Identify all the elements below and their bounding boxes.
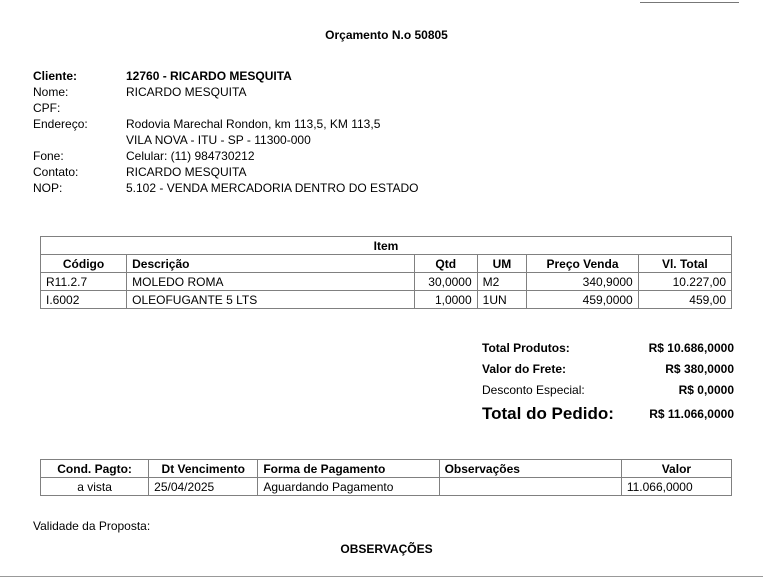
- totals-block: [482, 338, 734, 427]
- items-caption-row: [41, 237, 732, 255]
- document-title: Orçamento N.o 50805: [325, 28, 448, 42]
- address-line2: VILA NOVA - ITU - SP - 11300-000: [126, 133, 311, 147]
- nop-value: 5.102 - VENDA MERCADORIA DENTRO DO ESTADO: [126, 181, 419, 195]
- item-qtd: 1,0000: [414, 291, 477, 309]
- valor-frete-label: Valor do Frete:: [482, 362, 567, 376]
- col-header-dt-vencimento: Dt Vencimento: [149, 460, 258, 478]
- desconto-label: Desconto Especial:: [482, 383, 585, 397]
- nop-row: [33, 180, 419, 196]
- client-label: Cliente:: [33, 69, 78, 83]
- table-row: [41, 273, 732, 291]
- desconto-value: R$ 0,0000: [678, 383, 734, 397]
- address-label: Endereço:: [33, 117, 88, 131]
- nop-label: NOP:: [33, 181, 63, 195]
- address-line1: Rodovia Marechal Rondon, km 113,5, KM 113,5: [126, 117, 381, 131]
- name-row: [33, 84, 419, 100]
- payment-forma: Aguardando Pagamento: [258, 478, 439, 496]
- client-row: [33, 68, 419, 84]
- col-header-preco-venda: Preço Venda: [527, 255, 638, 273]
- col-header-vl-total: Vl. Total: [638, 255, 731, 273]
- observacoes-title: OBSERVAÇÕES: [340, 542, 433, 556]
- payment-valor: 11.066,0000: [621, 478, 731, 496]
- items-caption: Item: [41, 237, 732, 255]
- name-value: RICARDO MESQUITA: [126, 85, 247, 99]
- col-header-cond-pagto: Cond. Pagto:: [41, 460, 149, 478]
- item-preco-venda: 340,9000: [527, 273, 638, 291]
- payment-vencimento: 25/04/2025: [149, 478, 258, 496]
- cpf-row: [33, 100, 419, 116]
- table-row: [41, 478, 732, 496]
- item-qtd: 30,0000: [414, 273, 477, 291]
- item-um: 1UN: [477, 291, 527, 309]
- valor-frete-row: [482, 359, 734, 380]
- address-row-2: [33, 132, 419, 148]
- item-codigo: I.6002: [41, 291, 127, 309]
- contact-row: [33, 164, 419, 180]
- client-info: [33, 68, 419, 196]
- items-header-row: [41, 255, 732, 273]
- contact-label: Contato:: [33, 165, 79, 179]
- phone-row: [33, 148, 419, 164]
- col-header-qtd: Qtd: [414, 255, 477, 273]
- cpf-label: CPF:: [33, 101, 61, 115]
- col-header-valor: Valor: [621, 460, 731, 478]
- valor-frete-value: R$ 380,0000: [665, 362, 734, 376]
- bottom-divider: [0, 576, 763, 577]
- col-header-descricao: Descrição: [127, 255, 415, 273]
- col-header-codigo: Código: [41, 255, 127, 273]
- total-produtos-label: Total Produtos:: [482, 341, 570, 355]
- item-vl-total: 10.227,00: [638, 273, 731, 291]
- desconto-row: [482, 380, 734, 401]
- total-produtos-value: R$ 10.686,0000: [648, 341, 734, 355]
- items-table: [40, 236, 732, 309]
- total-produtos-row: [482, 338, 734, 359]
- item-descricao: MOLEDO ROMA: [127, 273, 415, 291]
- total-pedido-row: [482, 401, 734, 427]
- item-preco-venda: 459,0000: [527, 291, 638, 309]
- col-header-um: UM: [477, 255, 527, 273]
- top-divider: [640, 2, 739, 3]
- col-header-forma-pagamento: Forma de Pagamento: [258, 460, 439, 478]
- phone-label: Fone:: [33, 149, 64, 163]
- payment-table: [40, 459, 732, 496]
- name-label: Nome:: [33, 85, 69, 99]
- contact-value: RICARDO MESQUITA: [126, 165, 247, 179]
- item-codigo: R11.2.7: [41, 273, 127, 291]
- phone-value: Celular: (11) 984730212: [126, 149, 255, 163]
- item-descricao: OLEOFUGANTE 5 LTS: [127, 291, 415, 309]
- payment-cond: a vista: [41, 478, 149, 496]
- total-pedido-label: Total do Pedido:: [482, 404, 614, 423]
- validade-label: Validade da Proposta:: [33, 519, 151, 533]
- total-pedido-value: R$ 11.066,0000: [649, 407, 734, 421]
- payment-observacoes: [439, 478, 621, 496]
- item-vl-total: 459,00: [638, 291, 731, 309]
- client-value: 12760 - RICARDO MESQUITA: [126, 69, 292, 83]
- col-header-observacoes: Observações: [439, 460, 621, 478]
- payment-header-row: [41, 460, 732, 478]
- address-row: [33, 116, 419, 132]
- item-um: M2: [477, 273, 527, 291]
- table-row: [41, 291, 732, 309]
